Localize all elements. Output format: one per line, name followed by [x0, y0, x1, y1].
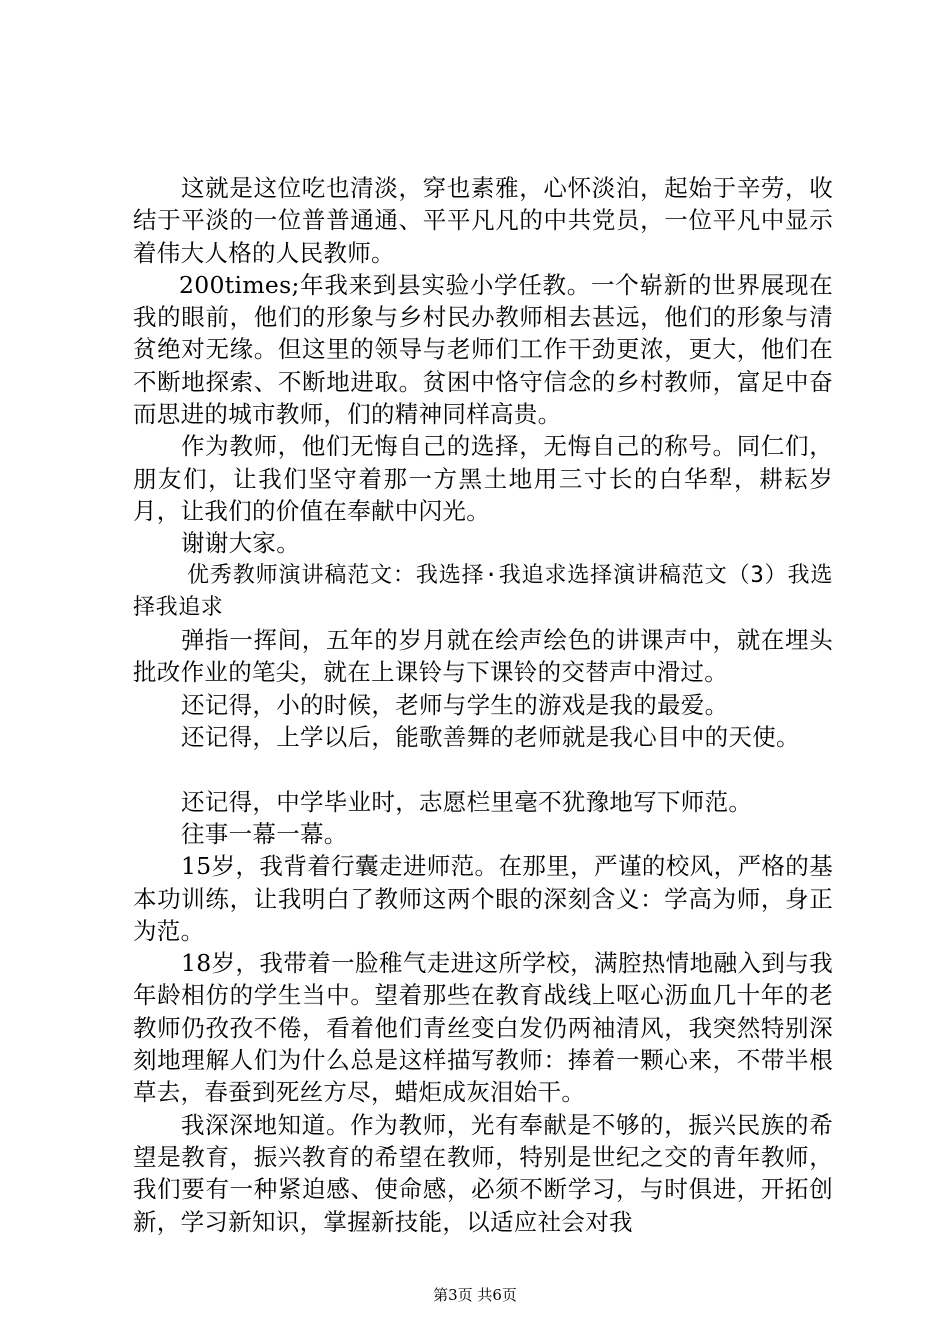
paragraph: 还记得，小的时候，老师与学生的游戏是我的最爱。	[181, 690, 729, 719]
body-text	[133, 172, 833, 1238]
section-heading: 优秀教师演讲稿范文：我选择·我追求选择演讲稿范文（3）我选择我追求	[133, 562, 833, 620]
paragraph: 15岁，我背着行囊走进师范。在那里，严谨的校风，严格的基本功训练，让我明白了教师这两个眼的深刻含义：学高为师，身正为范。	[133, 852, 833, 945]
paragraph: 这就是这位吃也清淡，穿也素雅，心怀淡泊，起始于辛劳，收结于平淡的一位普普通通、平平凡凡的中共党员，一位平凡中显示着伟大人格的人民教师。	[133, 174, 833, 267]
page-number-footer: 第3页 共6页	[433, 1286, 517, 1304]
paragraph: 弹指一挥间，五年的岁月就在绘声绘色的讲课声中，就在埋头批改作业的笔尖，就在上课铃与下课铃的交替声中滑过。	[133, 626, 833, 687]
paragraph: 我深深地知道。作为教师，光有奉献是不够的，振兴民族的希望是教育，振兴教育的希望在教师，特别是世纪之交的青年教师，我们要有一种紧迫感、使命感，必须不断学习，与时俱进，开拓创新，学习新知识，掌握新技能，以适应社会对我	[133, 1110, 833, 1236]
paragraph: 往事一幕一幕。	[181, 819, 348, 848]
paragraph: 还记得，上学以后，能歌善舞的老师就是我心目中的天使。	[181, 723, 800, 752]
paragraph: 作为教师，他们无悔自己的选择，无悔自己的称号。同仁们，朋友们，让我们坚守着那一方黑土地用三寸长的白华犁，耕耘岁月，让我们的价值在奉献中闪光。	[133, 432, 833, 525]
paragraph: 200times;年我来到县实验小学任教。一个崭新的世界展现在我的眼前，他们的形象与乡村民办教师相去甚远，他们的形象与清贫绝对无缘。但这里的领导与老师们工作干劲更浓，更大，他们在不断地探索、不断地进取。贫困中恪守信念的乡村教师，富足中奋而思进的城市教师，们的精神同样高贵。	[133, 270, 833, 429]
paragraph: 还记得，中学毕业时，志愿栏里毫不犹豫地写下师范。	[181, 787, 753, 816]
paragraph: 谢谢大家。	[181, 529, 300, 558]
paragraph: 18岁，我带着一脸稚气走进这所学校，满腔热情地融入到与我年龄相仿的学生当中。望着那些在教育战线上呕心沥血几十年的老教师仍孜孜不倦，看着他们青丝变白发仍两袖清风，我突然特别深刻地理解人们为什么总是这样描写教师：捧着一颗心来，不带半根草去，春蚕到死丝方尽，蜡炬成灰泪始干。	[133, 949, 833, 1107]
blank-line	[133, 753, 833, 785]
